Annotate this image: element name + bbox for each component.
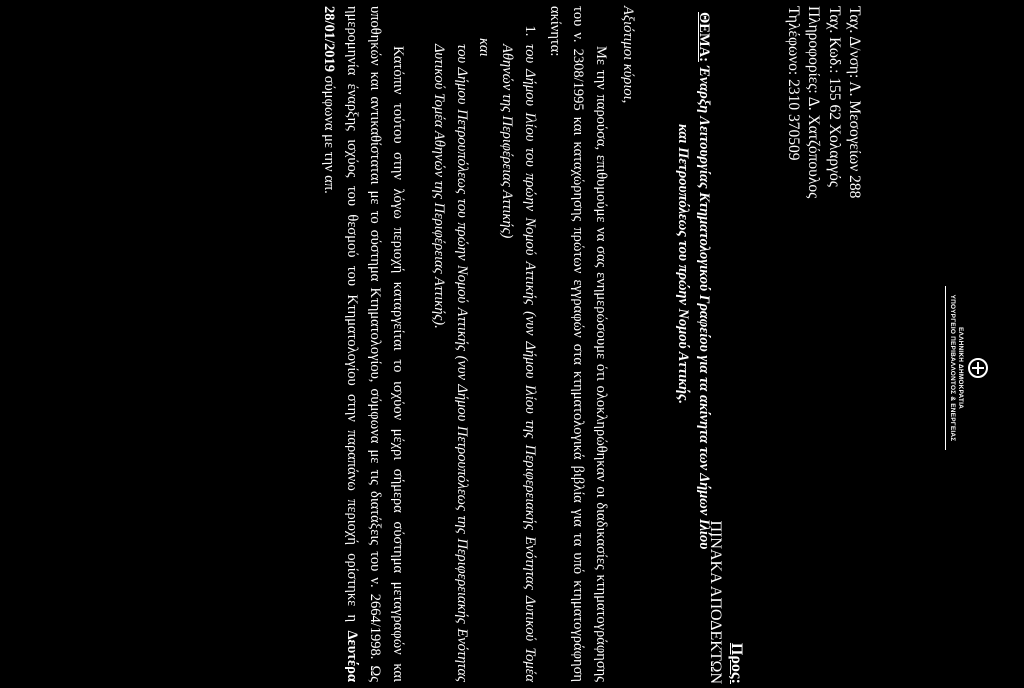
body-intro: Με την παρούσα, επιθυμούμε να σας ενημερώσουμε ότι ολοκληρώθηκαν οι διαδικασίες κτηματογράφησης του ν. 2308/1995 και καταχώρησης πρώτων εγγραφών στα κτηματολογικά βιβλία για τα υπό κτηματογράφηση ακίνητα:: [547, 6, 609, 682]
letterhead: [945, 286, 988, 450]
recipients-value: ΠΙΝΑΚΑ ΑΠΟΔΕΚΤΩΝ: [707, 520, 725, 684]
subject-line-2: και Πετρουπόλεως του πρώην Νομού Αττικής.: [674, 124, 691, 405]
subject-block: [672, 12, 714, 684]
letterhead-divider: [945, 286, 946, 450]
greek-emblem-icon: [968, 358, 988, 378]
para2-end: σύμφωνα με την απ.: [321, 75, 338, 194]
para2-text: Κατόπιν τούτου στην λόγω περιοχή καταργείται το ισχύον μέχρι σήμερα σύστημα μεταγραφών και υποθηκών και αντικαθίσταται με το σύστημα Κτηματολογίου, σύμφωνα με τις διατάξεις του ν. 2664/1998. Ως ημερομηνία έναρξης ισχύος του θεσμού του Κτηματολογίου στην παραπάνω περιοχή ορίστηκε η: [343, 6, 406, 682]
sender-postal-code: Ταχ. Κωδ.: 155 62 Χολαργός: [825, 6, 843, 187]
start-date: Δευτέρα 28/01/2019: [321, 6, 360, 683]
letter-body: [317, 6, 612, 682]
sender-phone: Τηλέφωνο: 2310 370509: [784, 6, 802, 161]
salutation: Αξιότιμοι κύριοι,: [620, 6, 636, 104]
sender-address: Ταχ. Δ/νση: Λ. Μεσογείων 288: [846, 6, 863, 199]
letterhead-republic: ΕΛΛΗΝΙΚΗ ΔΗΜΟΚΡΑΤΙΑ: [957, 327, 964, 409]
list-item-text: του Δήμου Ιλίου του πρώην Νομού Αττικής (νυν Δήμου Ιλίου της Περιφερειακής Ενότητας Δυτικού Τομέα Αθηνών της Περιφέρειας Αττικής): [499, 44, 539, 682]
sender-block: [782, 6, 864, 198]
subject-line-1: Έναρξη Λειτουργίας Κτηματολογικού Γραφείου για τα ακίνητα των Δήμων Ιλίου: [696, 65, 712, 550]
body-conjunction: και: [476, 38, 493, 57]
body-paragraph-2: [317, 6, 409, 682]
sender-info: Πληροφορίες: Δ. Χατζόπουλος: [805, 6, 823, 199]
subject-label: ΘΕΜΑ:: [696, 12, 712, 62]
recipients-label: Προς:: [728, 642, 745, 684]
property-list: [495, 6, 541, 682]
list-item: [495, 40, 541, 682]
list-item-continuation: του Δήμου Πετρουπόλεως του πρώην Νομού Αττικής (νυν Δήμου Πετρουπόλεως της Περιφερειακής Ενότητας Δυτικού Τομέα Αθηνών της Περιφέρειας Αττικής).: [430, 44, 470, 682]
letterhead-ministry: ΥΠΟΥΡΓΕΙΟ ΠΕΡΙΒΑΛΛΟΝΤΟΣ & ΕΝΕΡΓΕΙΑΣ: [948, 294, 956, 442]
